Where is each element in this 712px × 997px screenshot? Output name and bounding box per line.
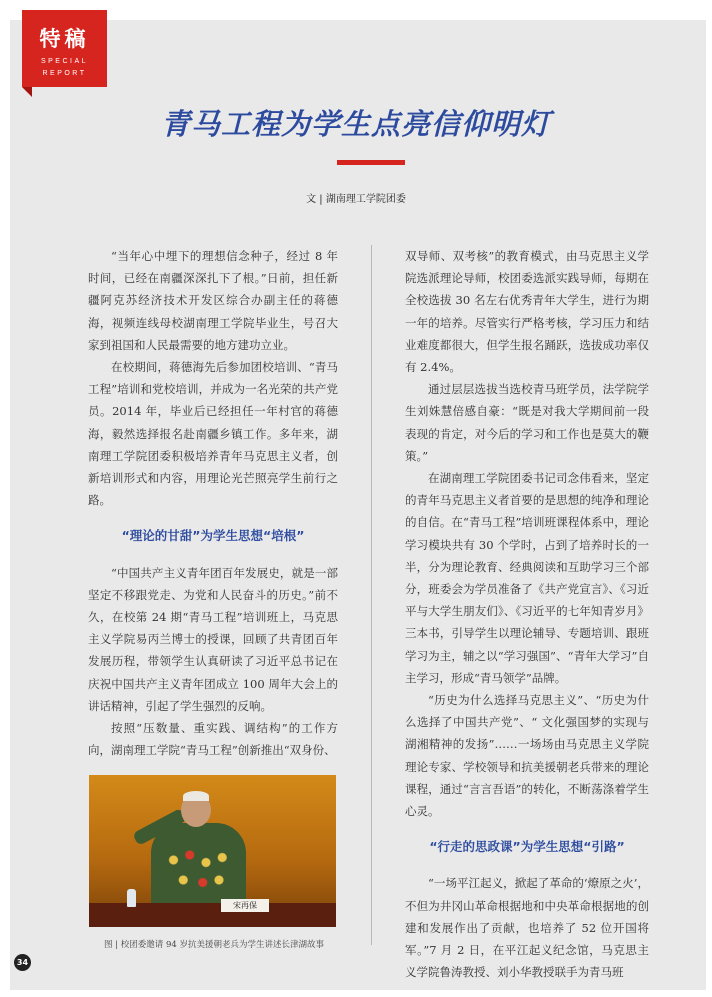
article-byline: 文 | 湖南理工学院团委 — [306, 194, 406, 205]
photo-desk — [89, 903, 336, 927]
photo-water-bottle — [127, 889, 136, 907]
paragraph: “中国共产主义青年团百年发展史，就是一部坚定不移跟党走、为党和人民奋斗的历史。”前不久，在校第 24 期“青马工程”培训班上，马克思主义学院易丙兰博士的授课，回顾了共青团百年发展历程，带领学生认真研读了习近平总书记在庆祝中国共产主义青年团成立 100 周年大会上的讲话精神，引起了学生强烈的反响。 — [88, 565, 338, 713]
photo-caption: 图 | 校团委邀请 94 岁抗美援朝老兵为学生讲述长津湖故事 — [104, 940, 324, 950]
special-report-badge — [22, 10, 107, 87]
article-title: 青马工程为学生点亮信仰明灯 — [160, 107, 551, 141]
paragraph: “一场平江起义，掀起了革命的‘燎原之火’，不但为井冈山革命根据地和中央革命根据地的创建和发展作出了贡献，也培养了 52 位开国将军。”7 月 2 日，在平江起义纪念馆，马克思主义学院鲁涛教授、刘小华教授联手为青马班 — [405, 876, 649, 980]
section-heading: “行走的思政课”为学生思想“引路” — [429, 839, 625, 855]
page-number: 34 — [14, 954, 31, 971]
title-divider — [337, 160, 405, 165]
paragraph: 在校期间，蒋德海先后参加团校培训、“青马工程”培训和党校培训，并成为一名光荣的共产党员。2014 年，毕业后已经担任一年村官的蒋德海，毅然选择报名赴南疆乡镇工作。多年来，湖南理工学院团委积极培养青年马克思主义者，创新培训形式和内容，用理论光芒照亮学生前行之路。 — [88, 360, 338, 508]
left-column — [88, 245, 338, 761]
badge-subtitle-2: REPORT — [42, 70, 87, 77]
paragraph: 按照“压数量、重实践、调结构”的工作方向，湖南理工学院“青马工程”创新推出“双身份、 — [88, 721, 338, 758]
column-divider — [371, 245, 372, 945]
badge-title: 特稿 — [39, 27, 90, 51]
paragraph: 通过层层选拔当选校青马班学员，法学院学生刘姝慧倍感自豪：“既是对我大学期间前一段表现的肯定，对今后的学习和工作也是莫大的鞭策。” — [405, 382, 649, 463]
right-column — [405, 245, 649, 984]
badge-subtitle-1: SPECIAL — [40, 58, 89, 65]
photo-figure-hair — [183, 791, 209, 801]
section-heading: “理论的甘甜”为学生思想“培根” — [121, 528, 305, 544]
paragraph: “当年心中埋下的理想信念种子，经过 8 年时间，已经在南疆深深扎下了根。”日前，担任新疆阿克苏经济技术开发区综合办副主任的蒋德海，视频连线母校湖南理工学院毕业生，号召大家到祖国和人民最需要的地方建功立业。 — [88, 249, 338, 352]
paragraph: “历史为什么选择马克思主义”、“历史为什么选择了中国共产党”、“ 文化强国梦的实现与湖湘精神的发扬”……一场场由马克思主义学院理论专家、学校领导和抗美援朝老兵带来的理论课程，通过“言言吾语”的转化，不断荡涤着学生心灵。 — [405, 693, 649, 819]
veteran-photo — [89, 775, 336, 927]
photo-nameplate: 宋再保 — [221, 899, 269, 912]
photo-medals — [167, 845, 232, 895]
paragraph: 双导师、双考核”的教育模式，由马克思主义学院选派理论导师，校团委选派实践导师，每期在全校选拔 30 名左右优秀青年大学生，进行为期一年的培养。尽管实行严格考核，学习压力和结业难度都很大，但学生报名踊跃，选拔成功率仅有 2.4%。 — [405, 249, 649, 375]
paragraph: 在湖南理工学院团委书记司念伟看来，坚定的青年马克思主义者首要的是思想的纯净和理论的自信。在“青马工程”培训班课程体系中，理论学习模块共有 30 个学时，占到了培养时长的一半，分为理论教育、经典阅读和互助学习三个部分，班委会为学员准备了《共产党宣言》、《习近平与大学生朋友们》、《习近平的七年知青岁月》三本书，引导学生以理论辅导、专题培训、跟班学习为主，辅之以“学习强国”、“青年大学习”自主学习，形成“青马领学”品牌。 — [405, 471, 649, 685]
